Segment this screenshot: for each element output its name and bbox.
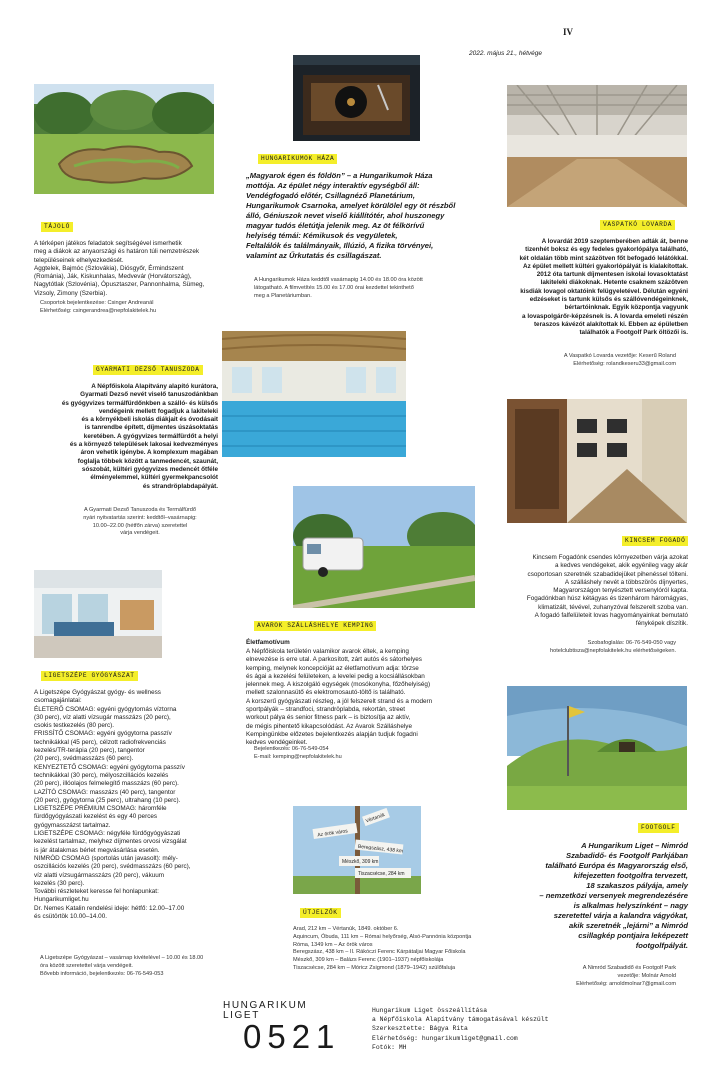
- vaspatko-tag: VASPATKÓ LOVARDA: [600, 220, 675, 230]
- kincsem-tag: KINCSEM FOGADÓ: [622, 536, 688, 546]
- hungarikumok-photo: [293, 55, 420, 141]
- page-number: IV: [563, 27, 574, 37]
- footgolf-photo: [507, 686, 687, 810]
- sign-1: Az örök város: [317, 828, 349, 839]
- issue-date: 2022. május 21., hétvége: [469, 50, 542, 57]
- vaspatko-credit: A Vaspatkó Lovarda vezetője: Keserű Roland Elérhetőség: rolandkeseru33@gmail.com: [563, 353, 676, 367]
- hungarikumok-credit: A Hungarikumok Háza keddtől vasárnapig 14.00 és 18.00 óra között látogatható. A filmvetítés 15.00 és 17.00 órai kezdettel tekinthető meg a Planetáriumban.: [254, 277, 423, 299]
- footgolf-credit: A Nimród Szabadidő és Footgolf Park vezetője: Molnár Arnold Elérhetőség: arnoldmolnar7@gmail.com: [576, 965, 676, 987]
- logo-line1: HUNGARIKUM: [223, 1000, 308, 1011]
- avarok-tag: AVAROK SZÁLLÁSHELYE KEMPING: [254, 621, 376, 631]
- avarok-title: Életfamotívum: [246, 639, 290, 646]
- footgolf-tag: FOOTGOLF: [638, 823, 679, 833]
- vaspatko-photo: [507, 85, 687, 207]
- ligetszepe-text: A Ligetszépe Gyógyászat gyógy- és wellness csomagajánlatai: ÉLETERŐ CSOMAG: egyéni gyógytornás víztorna (30 perc), víz alatti vízsugár masszázs (20 perc), csokis testkezelés (80 perc). FRISSÍTŐ CSOMAG: egyéni gyógytorna passzív technikákkal (45 perc), célzott radiofrekvenciás kezelés/TR-terápia (20 perc), tangentor (20 perc), svédmasszázs (60 perc). KENYEZTETŐ CSOMAG: egyéni gyógytorna passzív technikákkal (30 perc), mélyoszcillációs kezelés (20 perc), illóolajos felmelegítő masszázs (60 perc). LAZÍTÓ CSOMAG: masszázs (40 perc), tangentor (20 perc), gyógytorna (25 perc), ultrahang (10 perc). LIGETSZÉPE PRÉMIUM CSOMAG: háromféle fürdőgyógyászati kezelést és egy 40 perces gyógymasszázst tartalmaz. LIGETSZÉPE CSOMAG: négyféle fürdőgyógyászati kezelést tartalmaz, melyhez díjmentes orvosi vizsgálat is jár átalakmas bérlet megvásárlása esetén. NIMRÓD CSOMAG (sportolás után javasolt): mély- oszcillációs kezelés (20 perc), svédmasszázs (60 perc), víz alatti vízsugármasszázs (20 perc), vákuum kezelés (30 perc). További részleteket keresse fel honlapunkat: Hungarikumliget.hu Dr. Nemes Katalin rendelési ideje: hétfő: 12.00–17.00 és csütörtök 10.00–14.00.: [34, 689, 191, 921]
- vaspatko-text: A lovardát 2019 szeptemberében adták át, benne tizenhét boksz és egy fedeles gyakorlópálya található, két oldalán több mint százötven főt befogadó lelátókkal. Az épület mellett kültéri gyakorlópályát is kialakítottak. 2012 óta tartunk díjmentesen iskolai lovasoktatást lakiteleki diákoknak. Hetente csaknem százötven kisdiák lovagol oktatóink felügyeletével. Délután egyéni edzéseket is tartunk külsős és szállóvendégeinknek, bértartóinknak. Egyik központja vagyunk a lovaspolgárőr-képzésnek is. A lovarda emeleti részén teraszos kávézót alakítottak ki. Ebben az épületben találhatók a Footgolf Park öltözői is.: [519, 238, 688, 337]
- gyarmati-photo: [222, 331, 406, 457]
- avarok-text: A Népfőiskola területén valamikor avarok éltek, a kemping elnevezése is erre utal. A parkosított, zárt autós és sátorhelyes kemping, melynek koncepcióját az életfamotívum adja: törzse és ágai a kezelési felületeken, a levelei pedig a kocsiállásokban jelennek meg. A kiszolgáló egységek (mosókonyha, főzőhelyiség) mellett szalonnasütő és elektromosautó-töltő is található. A korszerű gyógyászati részleg, a jól felszerelt strand és a modern sportpályák – strandfoci, strandröplabda, rekortán, street workout pálya és senior fitness park – is biztosítja az aktív, de mégis pihentető kikapcsolódást. Az Avarok Szálláshelye Kempingünkbe előzetes bejelentkezés alapján tudjuk fogadni kedves vendégeinket.: [246, 648, 433, 747]
- utjelzok-photo: [293, 806, 421, 894]
- kincsem-credit: Szobafoglalás: 06-76-549-050 vagy hotelclubtisza@nepfolakitelek.hu elérhetőségeken.: [549, 640, 676, 654]
- hungarikumok-quote: „Magyarok égen és földön” – a Hungarikumok Háza mottója. Az épület négy interaktív egységből áll: Vendégfogadó előtér, Csillagnéző Planetárium, Hungarikumok Csarnoka, amelyet körülölel egy öt részből álló, Géniuszok nevet viselő kiállítótér, ahol huszonegy magyar tudós életútja jelenik meg. Az öt félkörívű helyiség témái: Kémikusok és vegyületek, Feltalálók és találmányaik, Illúzió, A fizika törvényei, valamint az Űrkutatás és csillagászat.: [246, 171, 456, 260]
- logo-number: 0521: [243, 1018, 341, 1055]
- tajolo-tag: TÁJOLÓ: [41, 222, 73, 232]
- gyarmati-credit: A Gyarmati Dezső Tanuszoda és Termálfürdő nyári nyitvatartás szerint: keddtől–vasárnapig: 10.00–22.00 (hétfőn zárva) szeretettel várja vendégeit.: [83, 507, 197, 537]
- ligetszepe-credit: A Ligetszépe Gyógyászat – vasárnap kivételével – 10.00 és 18.00 óra között szeretettel várja vendégeit. Bővebb információ, bejelentkezés: 06-76-549-053: [40, 955, 204, 977]
- sign-4: Tiszacsécse, 284 km: [358, 871, 405, 877]
- colophon: Hungarikum Liget összeállítása a Népfőiskola Alapítvány támogatásával készült Szerkesztette: Bágya Rita Elérhetőség: hungarikumliget@gmail.com Fotók: MH: [372, 1007, 549, 1051]
- tajolo-photo: [34, 84, 214, 194]
- ligetszepe-tag: LIGETSZÉPE GYÓGYÁSZAT: [41, 671, 138, 681]
- gyarmati-text: A Népfőiskola Alapítvány alapító kurátora, Gyarmati Dezső nevét viselő tanuszodánkban és gyógyvizes termálfürdőnkben a szálló- és külsős vendégeink mellett fogadjuk a lakiteleki és a környékbeli iskolás diákjait és óvodásait is tanrendbe épített, díjmentes úszásoktatás keretében. A gyógyvizes termálfürdőt a helyi és a környező települések lakosai kedvezményes áron vehetik igénybe. A komplexum magában foglalja többek között a tanmedencét, szaunát, sószobát, kültéri gyógyvizes medencét őtféle élményelemmel, kültéri gyermekpancsolót és strandröplabdapályát.: [61, 383, 218, 490]
- tajolo-credit: Csoportok bejelentkezése: Csinger Andreanál Elérhetőség: csingerandrea@nepfolakitelek.hu: [40, 300, 157, 314]
- sign-2: Beregszász, 438 km: [357, 843, 404, 855]
- logo-line2: LIGET: [223, 1010, 260, 1021]
- tajolo-text: A térképen játékos feladatok segítségével ismerhetik meg a diákok az anyaországi és határon túli nemzetrészek településeinek elhelyezkedését. Aggtelek, Bajmóc (Szlovákia), Diósgyőr, Érmindszent (Románia), Ják, Kiskunhalas, Medvevár (Horvátország), Nagytótlak (Szlovénia), Ópusztaszer, Pannonhalma, Sümeg, Vizsoly, Zimony (Szerbia).: [34, 240, 205, 297]
- gyarmati-tag: GYARMATI DEZSŐ TANUSZODA: [93, 365, 203, 375]
- sign-3: Mészkő, 309 km: [342, 859, 379, 865]
- kincsem-text: Kincsem Fogadónk csendes környezetben várja azokat a kedves vendégeket, akik egyénileg vagy akár csoportosan szeretnék szabadidejüket pihenéssel tölteni. A szálláshely nevét a többszörös díjnyertes, Magyarországon tenyésztett versenylóról kapta. Fogadónkban húsz kétágyas és tizenhárom háromágyas, klimatizált, tévével, zuhanyzóval felszerelt szoba van. A fogadó falfelületeit lovas hagyományainkat bemutató fényképek díszítik.: [526, 554, 688, 628]
- kincsem-photo: [507, 399, 687, 523]
- hungarikumok-tag: HUNGARIKUMOK HÁZA: [258, 154, 337, 164]
- utjelzok-credit: Arad, 212 km – Vértanúk, 1849. október 6. Aquincum, Óbuda, 111 km – Római helyőrség, Alsó-Pannónia központja Róma, 1349 km – Az örök város Beregszász, 438 km – II. Rákóczi Ferenc Kárpátaljai Magyar Főiskola Mészkő, 309 km – Balázs Ferenc (1901–1937) népfőiskolája Tiszacsécse, 284 km – Móricz Zsigmond (1879–1942) szülőfaluja: [293, 926, 472, 971]
- avarok-credit: Bejelentkezés: 06-76-549-054 E-mail: kemping@nepfolakitelek.hu: [254, 746, 342, 760]
- footgolf-quote: A Hungarikum Liget – Nimród Szabadidő- és Footgolf Parkjában található Európa és Magyarország első, kifejezetten footgolfra tervezett, 18 szakaszos pályája, amely – nemzetközi versenyek megrendezésére is alkalmas helyszínként – nagy szeretettel várja a kalandra vágyókat, akik szeretnék „lejárni” a Nimród csillagkép pontjaira leképezett footgolfpályát.: [539, 841, 688, 950]
- sign-5: Vértanúk: [364, 812, 386, 825]
- utjelzok-tag: ÚTJELZŐK: [300, 908, 341, 918]
- ligetszepe-photo: [34, 570, 162, 658]
- avarok-photo: [293, 486, 475, 608]
